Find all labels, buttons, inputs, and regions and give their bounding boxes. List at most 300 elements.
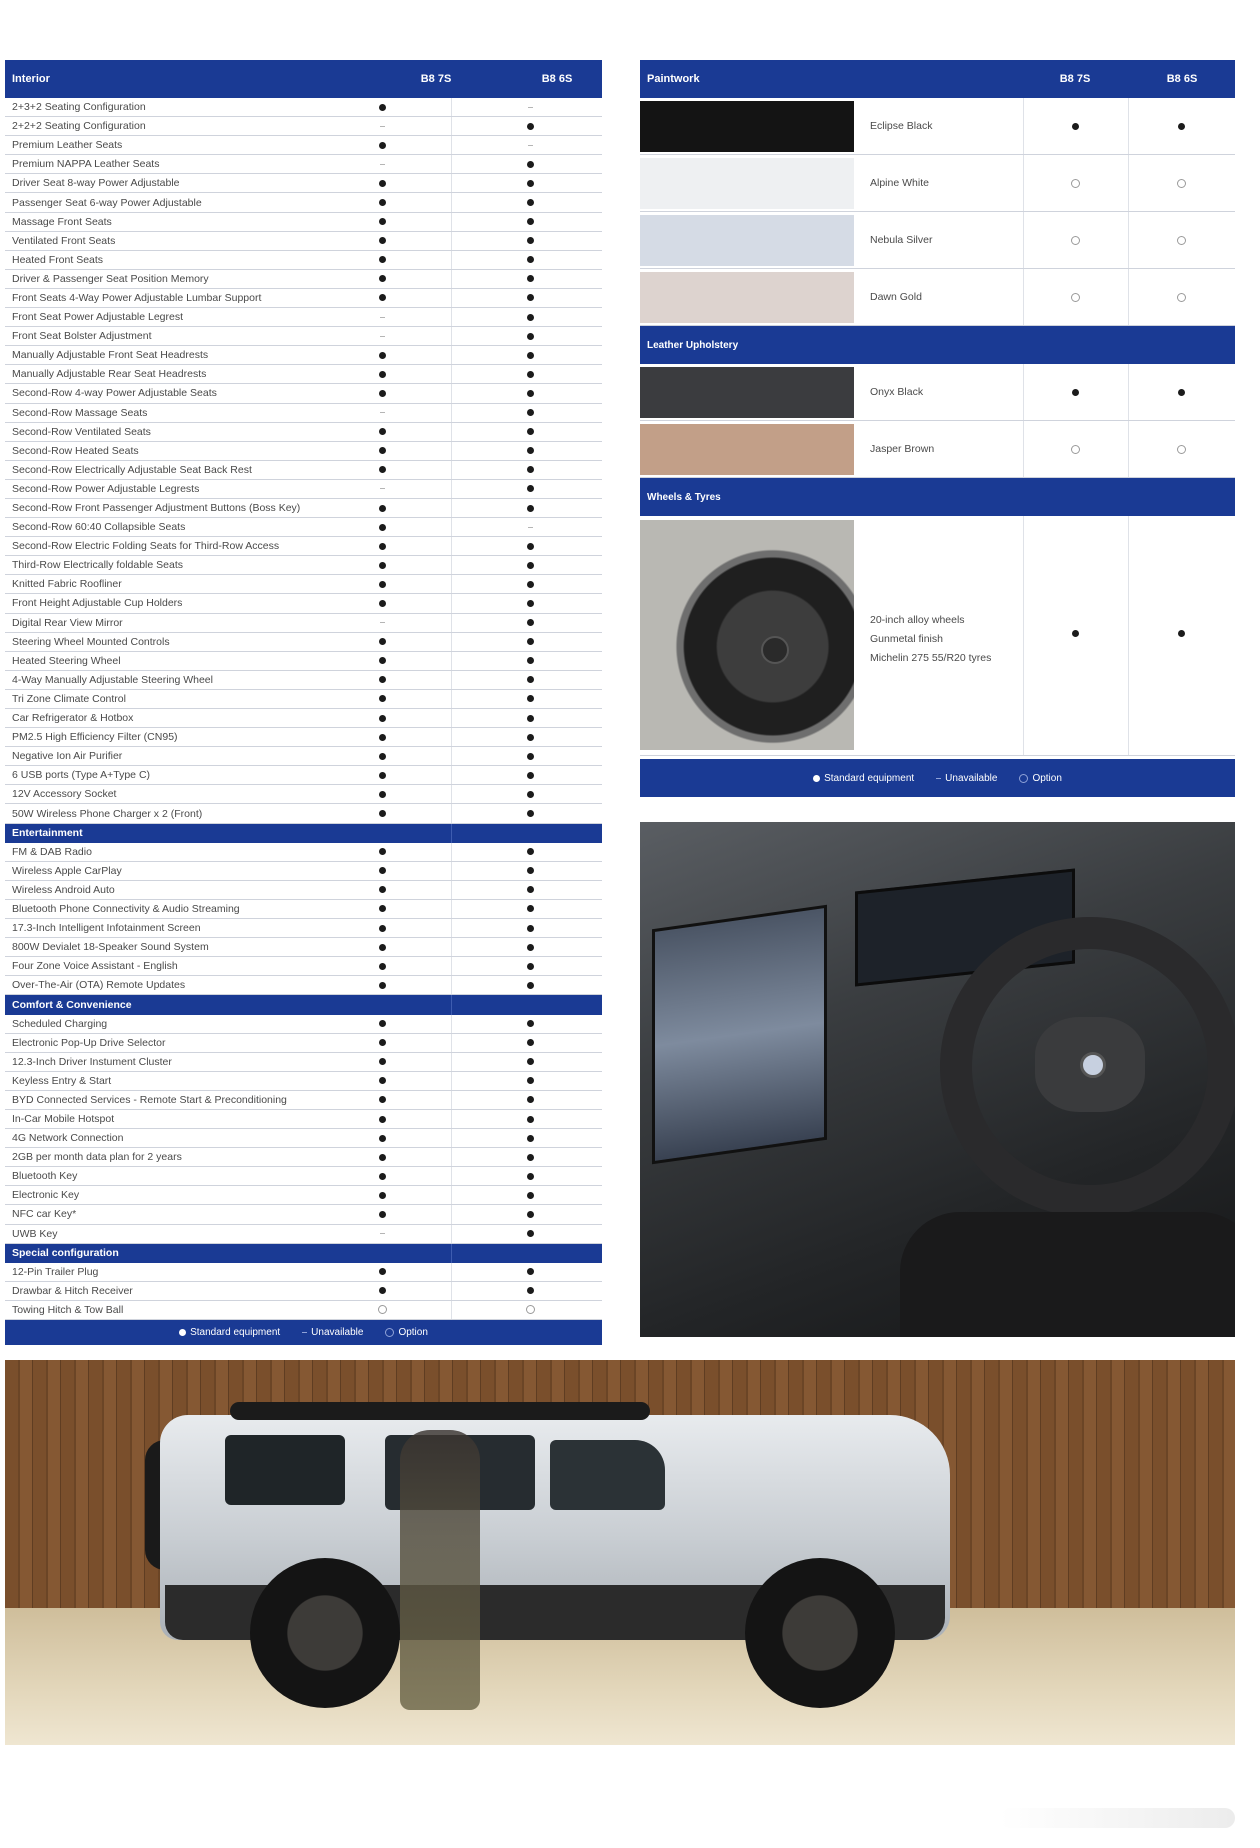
table-row bbox=[5, 1167, 602, 1186]
b86s-mark bbox=[523, 600, 537, 607]
table-row bbox=[5, 556, 602, 575]
table-row bbox=[5, 747, 602, 766]
wheels-row bbox=[640, 516, 1235, 756]
filled-dot-icon bbox=[179, 1329, 186, 1336]
feature-label: Scheduled Charging bbox=[12, 1017, 108, 1030]
feature-label: Passenger Seat 6-way Power Adjustable bbox=[12, 196, 202, 209]
dash-icon bbox=[936, 778, 941, 779]
feature-label: UWB Key bbox=[12, 1227, 58, 1240]
filled-dot-icon bbox=[527, 256, 534, 263]
rear-window bbox=[225, 1435, 345, 1505]
filled-dot-icon bbox=[527, 810, 534, 817]
b87s-mark bbox=[375, 336, 389, 337]
filled-dot-icon bbox=[527, 237, 534, 244]
filled-dot-icon bbox=[379, 199, 386, 206]
b86s-mark bbox=[523, 715, 537, 722]
filled-dot-icon bbox=[527, 1039, 534, 1046]
b86s-mark bbox=[523, 963, 537, 970]
dash-icon bbox=[528, 527, 533, 528]
table-row bbox=[5, 728, 602, 747]
b86s-mark bbox=[523, 1230, 537, 1237]
b87s-mark bbox=[375, 104, 389, 111]
comfort-rows bbox=[5, 1015, 602, 1244]
b87s-mark bbox=[375, 657, 389, 664]
b87s-mark bbox=[1068, 123, 1082, 130]
b87s-mark bbox=[375, 447, 389, 454]
b87s-mark bbox=[375, 126, 389, 127]
b86s-mark bbox=[523, 810, 537, 817]
list-item bbox=[640, 364, 1235, 421]
wheel-line-1: 20-inch alloy wheels bbox=[870, 614, 965, 626]
table-row bbox=[5, 1110, 602, 1129]
filled-dot-icon bbox=[527, 1211, 534, 1218]
table-row bbox=[5, 843, 602, 862]
filled-dot-icon bbox=[813, 775, 820, 782]
b87s-mark bbox=[375, 600, 389, 607]
list-item bbox=[640, 155, 1235, 212]
table-row bbox=[5, 1205, 602, 1224]
table-row bbox=[5, 1053, 602, 1072]
b87s-mark bbox=[375, 256, 389, 263]
b86s-mark bbox=[523, 371, 537, 378]
table-row bbox=[5, 1015, 602, 1034]
feature-label: Keyless Entry & Start bbox=[12, 1074, 112, 1087]
feature-label: Heated Steering Wheel bbox=[12, 654, 121, 667]
b87s-mark bbox=[375, 317, 389, 318]
filled-dot-icon bbox=[379, 1268, 386, 1275]
legend-option-label-2: Option bbox=[1032, 772, 1062, 784]
filled-dot-icon bbox=[379, 1116, 386, 1123]
filled-dot-icon bbox=[527, 982, 534, 989]
table-row bbox=[5, 976, 602, 995]
table-row bbox=[5, 1186, 602, 1205]
filled-dot-icon bbox=[527, 543, 534, 550]
filled-dot-icon bbox=[527, 753, 534, 760]
filled-dot-icon bbox=[527, 772, 534, 779]
footer-fade bbox=[1000, 1808, 1235, 1828]
filled-dot-icon bbox=[527, 409, 534, 416]
feature-label: 2GB per month data plan for 2 years bbox=[12, 1151, 182, 1164]
b86s-mark bbox=[523, 428, 537, 435]
feature-label: Electronic Key bbox=[12, 1189, 80, 1202]
col-b87s: B8 7S bbox=[420, 73, 452, 85]
filled-dot-icon bbox=[379, 1096, 386, 1103]
b87s-mark bbox=[375, 1116, 389, 1123]
table-row bbox=[5, 537, 602, 556]
b86s-mark bbox=[523, 886, 537, 893]
wheel-line-2: Gunmetal finish bbox=[870, 633, 943, 645]
feature-label: Second-Row Heated Seats bbox=[12, 444, 139, 457]
b86s-mark bbox=[1174, 123, 1188, 130]
b87s-mark bbox=[375, 1135, 389, 1142]
b87s-mark bbox=[375, 753, 389, 760]
b86s-mark bbox=[523, 562, 537, 569]
legend-standard-label-2: Standard equipment bbox=[824, 772, 915, 784]
feature-label: Wireless Android Auto bbox=[12, 883, 115, 896]
legend-unavailable-label: Unavailable bbox=[311, 1327, 364, 1338]
table-row bbox=[5, 709, 602, 728]
legend-standard-label: Standard equipment bbox=[190, 1327, 281, 1338]
b86s-mark bbox=[1174, 389, 1188, 396]
table-row bbox=[5, 213, 602, 232]
dash-icon bbox=[528, 107, 533, 108]
legend-option bbox=[385, 1327, 427, 1338]
feature-label: Electronic Pop-Up Drive Selector bbox=[12, 1036, 166, 1049]
b86s-mark bbox=[523, 982, 537, 989]
b86s-mark bbox=[523, 848, 537, 855]
b87s-mark bbox=[375, 848, 389, 855]
dash-icon bbox=[380, 412, 385, 413]
b86s-mark bbox=[523, 753, 537, 760]
filled-dot-icon bbox=[379, 256, 386, 263]
interior-header bbox=[5, 60, 602, 98]
filled-dot-icon bbox=[379, 734, 386, 741]
table-row bbox=[5, 499, 602, 518]
b87s-mark bbox=[375, 810, 389, 817]
b86s-mark bbox=[523, 944, 537, 951]
b86s-mark bbox=[523, 333, 537, 340]
paint-rows bbox=[640, 98, 1235, 326]
b86s-mark bbox=[523, 925, 537, 932]
cockpit-photo bbox=[640, 822, 1235, 1337]
feature-label: 800W Devialet 18-Speaker Sound System bbox=[12, 941, 209, 954]
col-b86s: B8 6S bbox=[541, 73, 573, 85]
b87s-mark bbox=[1068, 236, 1082, 245]
filled-dot-icon bbox=[379, 524, 386, 531]
b86s-mark bbox=[523, 218, 537, 225]
feature-label: NFC car Key* bbox=[12, 1208, 77, 1221]
table-row bbox=[5, 785, 602, 804]
feature-label: Manually Adjustable Rear Seat Headrests bbox=[12, 368, 207, 381]
filled-dot-icon bbox=[379, 772, 386, 779]
b87s-mark bbox=[375, 1192, 389, 1199]
feature-label: Ventilated Front Seats bbox=[12, 234, 116, 247]
filled-dot-icon bbox=[379, 791, 386, 798]
b86s-mark bbox=[523, 466, 537, 473]
filled-dot-icon bbox=[379, 1211, 386, 1218]
legend-option-2 bbox=[1019, 773, 1061, 784]
feature-label: Knitted Fabric Roofliner bbox=[12, 578, 122, 591]
table-row bbox=[5, 442, 602, 461]
filled-dot-icon bbox=[527, 447, 534, 454]
filled-dot-icon bbox=[527, 1096, 534, 1103]
brand-logo-icon bbox=[1080, 1052, 1106, 1078]
filled-dot-icon bbox=[527, 1058, 534, 1065]
feature-label: Over-The-Air (OTA) Remote Updates bbox=[12, 979, 186, 992]
filled-dot-icon bbox=[527, 199, 534, 206]
dash-icon bbox=[380, 488, 385, 489]
filled-dot-icon bbox=[379, 715, 386, 722]
paint-col-b86s: B8 6S bbox=[1166, 73, 1198, 85]
ring-icon bbox=[526, 1305, 535, 1314]
entertainment-header bbox=[5, 824, 602, 843]
filled-dot-icon bbox=[379, 1020, 386, 1027]
b86s-mark bbox=[1174, 293, 1188, 302]
filled-dot-icon bbox=[379, 352, 386, 359]
table-row bbox=[5, 289, 602, 308]
b86s-mark bbox=[523, 199, 537, 206]
b86s-mark bbox=[523, 390, 537, 397]
b86s-mark bbox=[523, 1077, 537, 1084]
b86s-mark bbox=[1174, 236, 1188, 245]
b86s-mark bbox=[523, 867, 537, 874]
filled-dot-icon bbox=[379, 371, 386, 378]
feature-label: Steering Wheel Mounted Controls bbox=[12, 635, 170, 648]
b87s-mark bbox=[375, 199, 389, 206]
filled-dot-icon bbox=[379, 1287, 386, 1294]
ring-icon bbox=[1071, 179, 1080, 188]
table-row bbox=[5, 690, 602, 709]
b86s-mark bbox=[523, 485, 537, 492]
filled-dot-icon bbox=[527, 161, 534, 168]
filled-dot-icon bbox=[379, 294, 386, 301]
ring-icon bbox=[1177, 293, 1186, 302]
feature-label: In-Car Mobile Hotspot bbox=[12, 1113, 115, 1126]
b87s-mark bbox=[375, 1077, 389, 1084]
b87s-mark bbox=[375, 772, 389, 779]
feature-label: Towing Hitch & Tow Ball bbox=[12, 1303, 124, 1316]
ring-icon bbox=[385, 1328, 394, 1337]
b87s-mark bbox=[375, 1058, 389, 1065]
filled-dot-icon bbox=[527, 600, 534, 607]
color-name: Jasper Brown bbox=[870, 443, 935, 455]
color-swatch bbox=[640, 101, 854, 152]
filled-dot-icon bbox=[527, 1135, 534, 1142]
feature-label: 12-Pin Trailer Plug bbox=[12, 1265, 99, 1278]
color-swatch bbox=[640, 424, 854, 475]
b87s-mark bbox=[1068, 179, 1082, 188]
wheels-title: Wheels & Tyres bbox=[647, 491, 721, 503]
list-item bbox=[640, 421, 1235, 478]
wheels-b86s-mark bbox=[1174, 630, 1188, 637]
ring-icon bbox=[1177, 179, 1186, 188]
rear-tyre bbox=[250, 1558, 400, 1708]
feature-label: Bluetooth Phone Connectivity & Audio Streaming bbox=[12, 902, 240, 915]
b86s-mark bbox=[523, 772, 537, 779]
feature-label: Heated Front Seats bbox=[12, 253, 104, 266]
filled-dot-icon bbox=[527, 848, 534, 855]
filled-dot-icon bbox=[379, 237, 386, 244]
filled-dot-icon bbox=[527, 218, 534, 225]
b86s-mark bbox=[523, 1096, 537, 1103]
b87s-mark bbox=[1068, 293, 1082, 302]
b86s-mark bbox=[523, 294, 537, 301]
interior-rows bbox=[5, 98, 602, 824]
table-row bbox=[5, 1282, 602, 1301]
b87s-mark bbox=[375, 1096, 389, 1103]
vehicle-photo bbox=[5, 1360, 1235, 1745]
filled-dot-icon bbox=[379, 944, 386, 951]
b87s-mark bbox=[375, 715, 389, 722]
dash-icon bbox=[380, 1233, 385, 1234]
b87s-mark bbox=[375, 275, 389, 282]
filled-dot-icon bbox=[379, 275, 386, 282]
b86s-mark bbox=[523, 505, 537, 512]
options-panel bbox=[640, 60, 1235, 797]
filled-dot-icon bbox=[527, 638, 534, 645]
filled-dot-icon bbox=[379, 925, 386, 932]
dash-icon bbox=[380, 126, 385, 127]
b87s-mark bbox=[375, 867, 389, 874]
filled-dot-icon bbox=[1178, 389, 1185, 396]
filled-dot-icon bbox=[527, 581, 534, 588]
filled-dot-icon bbox=[1178, 123, 1185, 130]
table-row bbox=[5, 174, 602, 193]
filled-dot-icon bbox=[527, 1268, 534, 1275]
table-row bbox=[5, 327, 602, 346]
filled-dot-icon bbox=[527, 294, 534, 301]
spec-table bbox=[5, 60, 602, 1345]
feature-label: Digital Rear View Mirror bbox=[12, 616, 123, 629]
filled-dot-icon bbox=[527, 695, 534, 702]
table-row bbox=[5, 1148, 602, 1167]
table-row bbox=[5, 136, 602, 155]
legend-unavailable-2 bbox=[936, 773, 997, 784]
wheel-line-3: Michelin 275 55/R20 tyres bbox=[870, 652, 992, 664]
b87s-mark bbox=[375, 1268, 389, 1275]
filled-dot-icon bbox=[379, 104, 386, 111]
feature-label: 2+3+2 Seating Configuration bbox=[12, 101, 146, 114]
b87s-mark bbox=[375, 581, 389, 588]
filled-dot-icon bbox=[1072, 123, 1079, 130]
b86s-mark bbox=[523, 619, 537, 626]
interior-title: Interior bbox=[12, 73, 50, 85]
feature-label: Premium Leather Seats bbox=[12, 139, 123, 152]
table-row bbox=[5, 365, 602, 384]
filled-dot-icon bbox=[379, 505, 386, 512]
b86s-mark bbox=[523, 180, 537, 187]
options-legend bbox=[640, 759, 1235, 797]
b87s-mark bbox=[375, 886, 389, 893]
filled-dot-icon bbox=[379, 466, 386, 473]
feature-label: Front Height Adjustable Cup Holders bbox=[12, 597, 183, 610]
filled-dot-icon bbox=[379, 447, 386, 454]
b87s-mark bbox=[375, 1039, 389, 1046]
filled-dot-icon bbox=[527, 925, 534, 932]
table-row bbox=[5, 594, 602, 613]
b86s-mark bbox=[523, 237, 537, 244]
filled-dot-icon bbox=[379, 1039, 386, 1046]
filled-dot-icon bbox=[527, 562, 534, 569]
feature-label: BYD Connected Services - Remote Start & Preconditioning bbox=[12, 1093, 287, 1106]
b87s-mark bbox=[375, 371, 389, 378]
b87s-mark bbox=[375, 1020, 389, 1027]
feature-label: PM2.5 High Efficiency Filter (CN95) bbox=[12, 731, 178, 744]
filled-dot-icon bbox=[527, 352, 534, 359]
filled-dot-icon bbox=[379, 142, 386, 149]
b87s-mark bbox=[375, 1287, 389, 1294]
table-row bbox=[5, 461, 602, 480]
b86s-mark bbox=[523, 107, 537, 108]
table-row bbox=[5, 804, 602, 823]
special-header bbox=[5, 1244, 602, 1263]
wheel-hub bbox=[761, 636, 789, 664]
b86s-mark bbox=[523, 581, 537, 588]
dash-icon bbox=[380, 336, 385, 337]
b87s-mark bbox=[375, 505, 389, 512]
table-row bbox=[5, 1072, 602, 1091]
filled-dot-icon bbox=[379, 982, 386, 989]
filled-dot-icon bbox=[379, 657, 386, 664]
b86s-mark bbox=[523, 1173, 537, 1180]
filled-dot-icon bbox=[527, 1116, 534, 1123]
b87s-mark bbox=[375, 164, 389, 165]
b86s-mark bbox=[523, 638, 537, 645]
b87s-mark bbox=[375, 543, 389, 550]
list-item bbox=[640, 212, 1235, 269]
legend bbox=[5, 1320, 602, 1345]
b86s-mark bbox=[523, 1116, 537, 1123]
b87s-mark bbox=[375, 218, 389, 225]
color-swatch bbox=[640, 367, 854, 418]
feature-label: 50W Wireless Phone Charger x 2 (Front) bbox=[12, 807, 203, 820]
filled-dot-icon bbox=[379, 905, 386, 912]
b86s-mark bbox=[523, 1192, 537, 1199]
color-name: Nebula Silver bbox=[870, 234, 933, 246]
list-item bbox=[640, 269, 1235, 326]
feature-label: Car Refrigerator & Hotbox bbox=[12, 712, 134, 725]
feature-label: Third-Row Electrically foldable Seats bbox=[12, 559, 183, 572]
color-name: Dawn Gold bbox=[870, 291, 922, 303]
b87s-mark bbox=[375, 1233, 389, 1234]
b87s-mark bbox=[375, 1211, 389, 1218]
upholstery-title: Leather Upholstery bbox=[647, 339, 739, 351]
b87s-mark bbox=[375, 638, 389, 645]
b86s-mark bbox=[1174, 445, 1188, 454]
filled-dot-icon bbox=[527, 734, 534, 741]
table-row bbox=[5, 1263, 602, 1282]
table-row bbox=[5, 193, 602, 212]
feature-label: Negative Ion Air Purifier bbox=[12, 750, 123, 763]
ring-icon bbox=[1071, 445, 1080, 454]
infotainment-screen bbox=[652, 905, 827, 1165]
table-row bbox=[5, 346, 602, 365]
filled-dot-icon bbox=[527, 657, 534, 664]
filled-dot-icon bbox=[527, 1020, 534, 1027]
b87s-mark bbox=[375, 352, 389, 359]
table-row bbox=[5, 900, 602, 919]
filled-dot-icon bbox=[379, 963, 386, 970]
legend-unavailable bbox=[302, 1327, 363, 1338]
filled-dot-icon bbox=[527, 867, 534, 874]
b87s-mark bbox=[375, 982, 389, 989]
b86s-mark bbox=[523, 676, 537, 683]
ring-icon bbox=[378, 1305, 387, 1314]
table-row bbox=[5, 117, 602, 136]
dash-icon bbox=[380, 317, 385, 318]
feature-label: Driver & Passenger Seat Position Memory bbox=[12, 272, 209, 285]
table-row bbox=[5, 384, 602, 403]
b86s-mark bbox=[523, 791, 537, 798]
feature-label: Second-Row 4-way Power Adjustable Seats bbox=[12, 387, 217, 400]
filled-dot-icon bbox=[527, 1230, 534, 1237]
b86s-mark bbox=[523, 1154, 537, 1161]
filled-dot-icon bbox=[527, 428, 534, 435]
b87s-mark bbox=[1068, 445, 1082, 454]
legend-option-label: Option bbox=[398, 1327, 428, 1338]
entertainment-title: Entertainment bbox=[12, 827, 83, 840]
table-row bbox=[5, 919, 602, 938]
filled-dot-icon bbox=[379, 1173, 386, 1180]
table-row bbox=[5, 98, 602, 117]
b87s-mark bbox=[375, 791, 389, 798]
filled-dot-icon bbox=[379, 867, 386, 874]
feature-label: Premium NAPPA Leather Seats bbox=[12, 158, 160, 171]
b86s-mark bbox=[523, 1135, 537, 1142]
color-name: Onyx Black bbox=[870, 386, 924, 398]
b86s-mark bbox=[523, 123, 537, 130]
b86s-mark bbox=[523, 543, 537, 550]
